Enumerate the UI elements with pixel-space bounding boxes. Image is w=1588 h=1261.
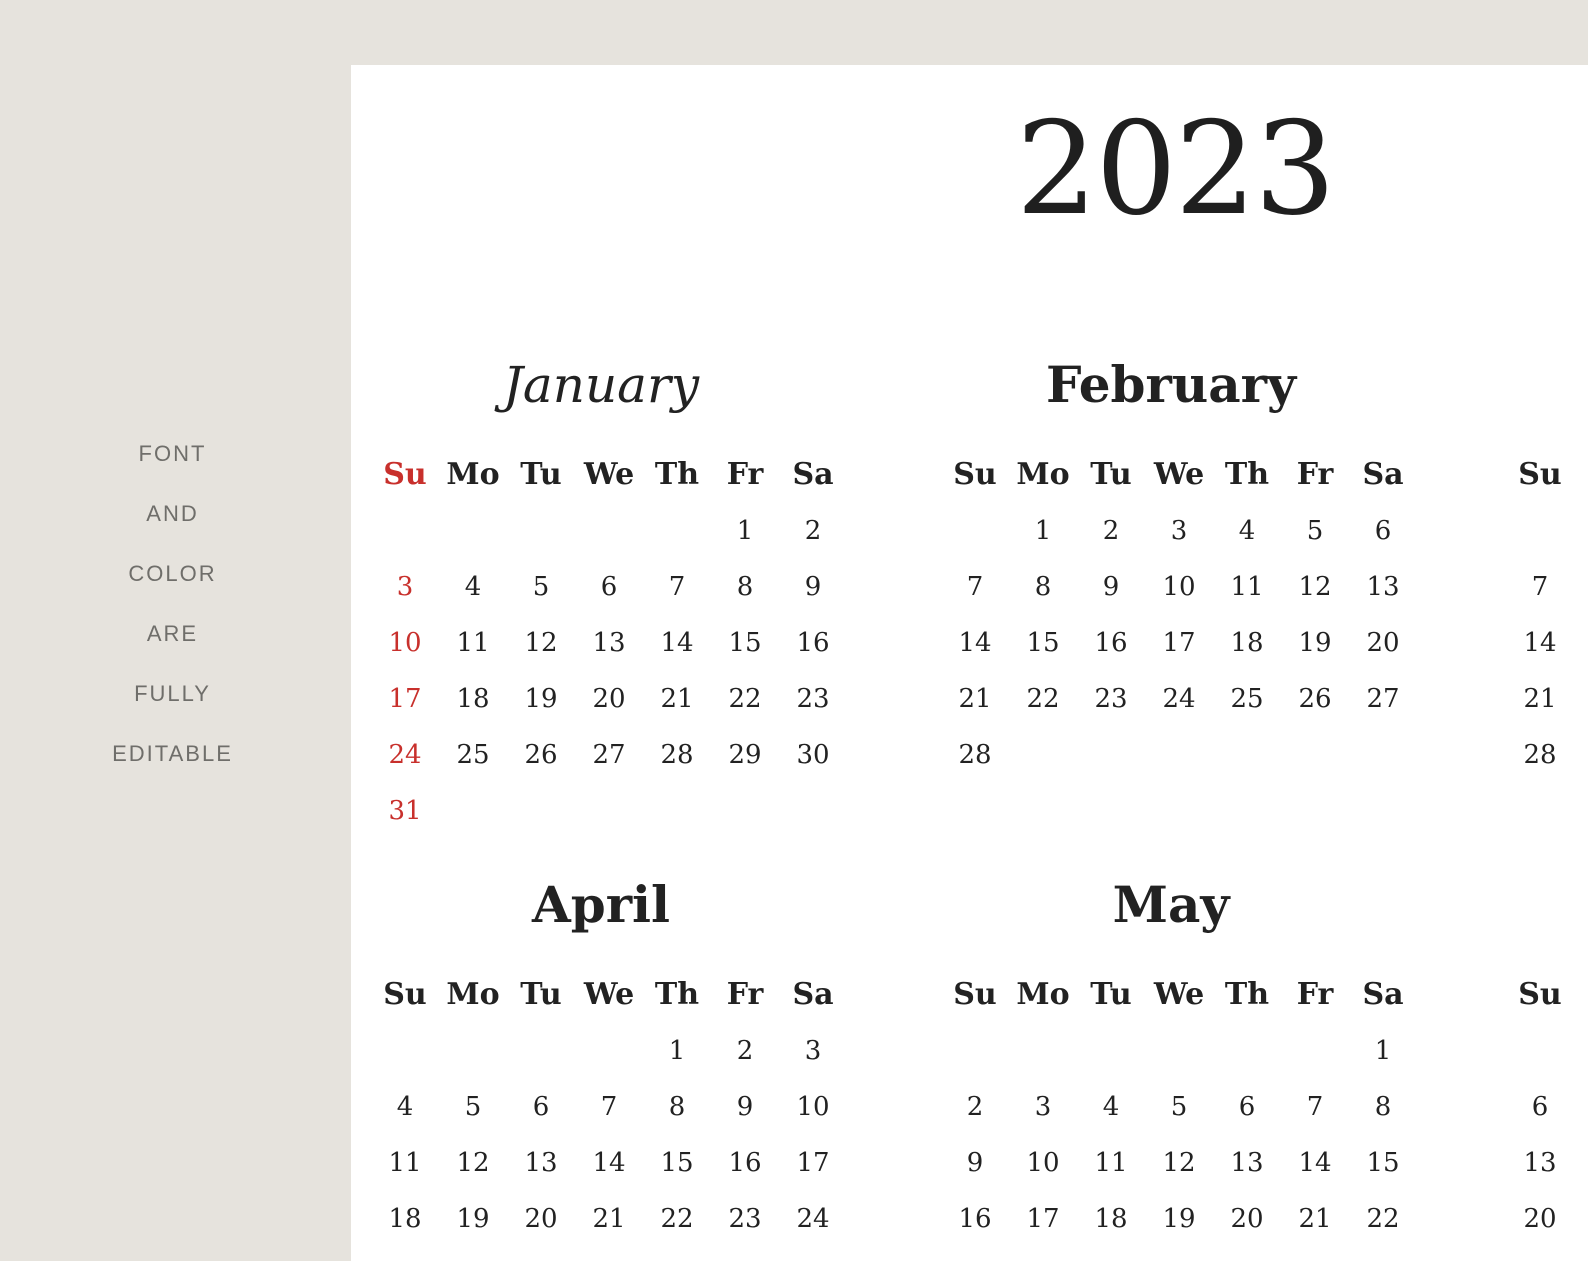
day-cell: 10: [1026, 1148, 1060, 1178]
day-cell: 12: [1162, 1148, 1196, 1178]
day-cell: 23: [728, 1204, 762, 1234]
side-word: EDITABLE: [112, 741, 233, 766]
weekday-label: Th: [1224, 977, 1270, 1012]
day-cell: 26: [1298, 684, 1332, 714]
day-cell: 9: [1102, 572, 1120, 602]
day-cell: 1: [1374, 1036, 1392, 1066]
day-cell: 14: [660, 628, 694, 658]
day-cell: [507, 1023, 575, 1079]
day-cell: 14: [592, 1148, 626, 1178]
weekday-label: Th: [654, 977, 700, 1012]
day-cell: 21: [1523, 684, 1557, 714]
day-cell: 7: [600, 1092, 618, 1122]
day-cell: 17: [388, 684, 422, 714]
day-cell: 10: [1162, 572, 1196, 602]
day-cell: 5: [1306, 516, 1324, 546]
day-cell: 3: [1034, 1092, 1052, 1122]
day-cell: 2: [804, 516, 822, 546]
day-cell: 15: [1026, 628, 1060, 658]
month-grid: [941, 967, 1417, 1247]
month-grid: [371, 447, 847, 839]
day-cell: [575, 1023, 643, 1079]
weekday-label: Mo: [1016, 977, 1070, 1012]
weekday-label: Su: [1518, 457, 1562, 492]
day-cell: 25: [456, 740, 490, 770]
day-cell: 21: [660, 684, 694, 714]
day-cell: 6: [600, 572, 618, 602]
side-word: FULLY: [134, 681, 211, 706]
day-cell: 3: [804, 1036, 822, 1066]
weekday-label: We: [1153, 977, 1205, 1012]
day-cell: 17: [796, 1148, 830, 1178]
day-cell: 15: [728, 628, 762, 658]
weekday-label: We: [583, 457, 635, 492]
day-cell: 19: [456, 1204, 490, 1234]
weekday-label: Tu: [1090, 457, 1132, 492]
day-cell: 24: [388, 740, 422, 770]
day-cell: 11: [456, 628, 490, 658]
day-cell: 11: [388, 1148, 422, 1178]
day-cell: 22: [660, 1204, 694, 1234]
day-cell: [1009, 1023, 1077, 1079]
day-cell: 6: [1531, 1092, 1549, 1122]
day-cell: 2: [966, 1092, 984, 1122]
day-cell: 12: [456, 1148, 490, 1178]
side-text: [100, 438, 245, 798]
day-cell: 9: [804, 572, 822, 602]
weekday-label: Fr: [1296, 457, 1334, 492]
day-cell: 20: [1523, 1204, 1557, 1234]
day-cell: 6: [1238, 1092, 1256, 1122]
day-cell: 10: [796, 1092, 830, 1122]
weekday-label: Mo: [446, 977, 500, 1012]
weekday-label: Sa: [792, 457, 834, 492]
day-cell: 7: [1531, 572, 1549, 602]
weekday-label: Su: [953, 457, 997, 492]
weekday-label: Tu: [520, 977, 562, 1012]
day-cell: 27: [592, 740, 626, 770]
day-cell: [1145, 1023, 1213, 1079]
weekday-label: Tu: [1090, 977, 1132, 1012]
day-cell: [941, 1023, 1009, 1079]
day-cell: 13: [1523, 1148, 1557, 1178]
day-cell: [1213, 1023, 1281, 1079]
day-cell: 8: [736, 572, 754, 602]
side-word: ARE: [146, 621, 199, 646]
day-cell: 24: [1162, 684, 1196, 714]
day-cell: 14: [958, 628, 992, 658]
day-cell: 30: [796, 740, 830, 770]
partial-grid: [1506, 447, 1574, 783]
weekday-label: Fr: [1296, 977, 1334, 1012]
day-cell: 22: [728, 684, 762, 714]
day-cell: [575, 503, 643, 559]
day-cell: 5: [532, 572, 550, 602]
day-cell: 1: [736, 516, 754, 546]
day-cell: 13: [592, 628, 626, 658]
day-cell: 5: [1170, 1092, 1188, 1122]
weekday-label: Sa: [1362, 457, 1404, 492]
day-cell: [371, 1023, 439, 1079]
weekday-label: Su: [953, 977, 997, 1012]
day-cell: 19: [1162, 1204, 1196, 1234]
day-cell: 11: [1230, 572, 1264, 602]
day-cell: 14: [1523, 628, 1557, 658]
day-cell: 7: [668, 572, 686, 602]
day-cell: [1077, 1023, 1145, 1079]
day-cell: 4: [1238, 516, 1256, 546]
month-name: January: [502, 356, 700, 414]
day-cell: 28: [660, 740, 694, 770]
weekday-label: Mo: [1016, 457, 1070, 492]
day-cell: [1506, 503, 1574, 559]
day-cell: 1: [1034, 516, 1052, 546]
day-cell: 31: [388, 796, 422, 826]
month-name: April: [531, 875, 671, 934]
day-cell: 13: [1230, 1148, 1264, 1178]
day-cell: 25: [1230, 684, 1264, 714]
day-cell: 8: [668, 1092, 686, 1122]
day-cell: 16: [1094, 628, 1128, 658]
day-cell: 24: [796, 1204, 830, 1234]
month-grid: [371, 967, 847, 1247]
side-word: AND: [146, 501, 199, 526]
weekday-label: Sa: [1362, 977, 1404, 1012]
weekday-label: Su: [383, 457, 427, 492]
weekday-label: Th: [1224, 457, 1270, 492]
day-cell: [1281, 1023, 1349, 1079]
day-cell: 20: [1366, 628, 1400, 658]
day-cell: [507, 503, 575, 559]
weekday-label: We: [583, 977, 635, 1012]
day-cell: 20: [592, 684, 626, 714]
day-cell: 7: [1306, 1092, 1324, 1122]
day-cell: 5: [464, 1092, 482, 1122]
day-cell: [1506, 1023, 1574, 1079]
day-cell: 13: [1366, 572, 1400, 602]
day-cell: 18: [1094, 1204, 1128, 1234]
day-cell: 29: [728, 740, 762, 770]
day-cell: [941, 503, 1009, 559]
year-title: 2023: [1016, 95, 1334, 244]
weekday-label: Fr: [726, 457, 764, 492]
day-cell: 4: [464, 572, 482, 602]
weekday-label: Su: [383, 977, 427, 1012]
day-cell: 21: [958, 684, 992, 714]
day-cell: 17: [1162, 628, 1196, 658]
side-word: FONT: [138, 441, 207, 466]
weekday-label: Fr: [726, 977, 764, 1012]
day-cell: 20: [1230, 1204, 1264, 1234]
weekday-label: Sa: [792, 977, 834, 1012]
day-cell: 13: [524, 1148, 558, 1178]
weekday-label: Mo: [446, 457, 500, 492]
weekday-label: Tu: [520, 457, 562, 492]
day-cell: 28: [958, 740, 992, 770]
day-cell: 26: [524, 740, 558, 770]
month-name: May: [1112, 875, 1230, 934]
day-cell: 18: [456, 684, 490, 714]
day-cell: [371, 503, 439, 559]
day-cell: 6: [1374, 516, 1392, 546]
day-cell: 21: [1298, 1204, 1332, 1234]
weekday-label: Su: [1518, 977, 1562, 1012]
day-cell: [439, 1023, 507, 1079]
day-cell: 22: [1366, 1204, 1400, 1234]
day-cell: 12: [1298, 572, 1332, 602]
day-cell: 4: [396, 1092, 414, 1122]
day-cell: 12: [524, 628, 558, 658]
day-cell: 16: [958, 1204, 992, 1234]
day-cell: 23: [1094, 684, 1128, 714]
day-cell: 10: [388, 628, 422, 658]
day-cell: 9: [966, 1148, 984, 1178]
day-cell: 2: [736, 1036, 754, 1066]
day-cell: 19: [1298, 628, 1332, 658]
day-cell: 27: [1366, 684, 1400, 714]
day-cell: 4: [1102, 1092, 1120, 1122]
weekday-label: Th: [654, 457, 700, 492]
day-cell: 8: [1034, 572, 1052, 602]
day-cell: 16: [728, 1148, 762, 1178]
day-cell: 2: [1102, 516, 1120, 546]
month-name: February: [1045, 355, 1297, 414]
day-cell: 17: [1026, 1204, 1060, 1234]
day-cell: 23: [796, 684, 830, 714]
day-cell: 15: [1366, 1148, 1400, 1178]
day-cell: 22: [1026, 684, 1060, 714]
month-grid: [941, 447, 1417, 783]
day-cell: 18: [388, 1204, 422, 1234]
day-cell: 14: [1298, 1148, 1332, 1178]
day-cell: 20: [524, 1204, 558, 1234]
partial-grid: [1506, 967, 1574, 1247]
day-cell: 1: [668, 1036, 686, 1066]
day-cell: 9: [736, 1092, 754, 1122]
day-cell: 8: [1374, 1092, 1392, 1122]
day-cell: [439, 503, 507, 559]
day-cell: 11: [1094, 1148, 1128, 1178]
day-cell: 3: [1170, 516, 1188, 546]
calendar-sheet: [351, 65, 1588, 1261]
day-cell: 15: [660, 1148, 694, 1178]
day-cell: 21: [592, 1204, 626, 1234]
day-cell: [643, 503, 711, 559]
day-cell: 18: [1230, 628, 1264, 658]
day-cell: 19: [524, 684, 558, 714]
day-cell: 6: [532, 1092, 550, 1122]
day-cell: 3: [396, 572, 414, 602]
weekday-label: We: [1153, 457, 1205, 492]
day-cell: 28: [1523, 740, 1557, 770]
day-cell: 7: [966, 572, 984, 602]
day-cell: 16: [796, 628, 830, 658]
side-word: COLOR: [128, 561, 217, 586]
